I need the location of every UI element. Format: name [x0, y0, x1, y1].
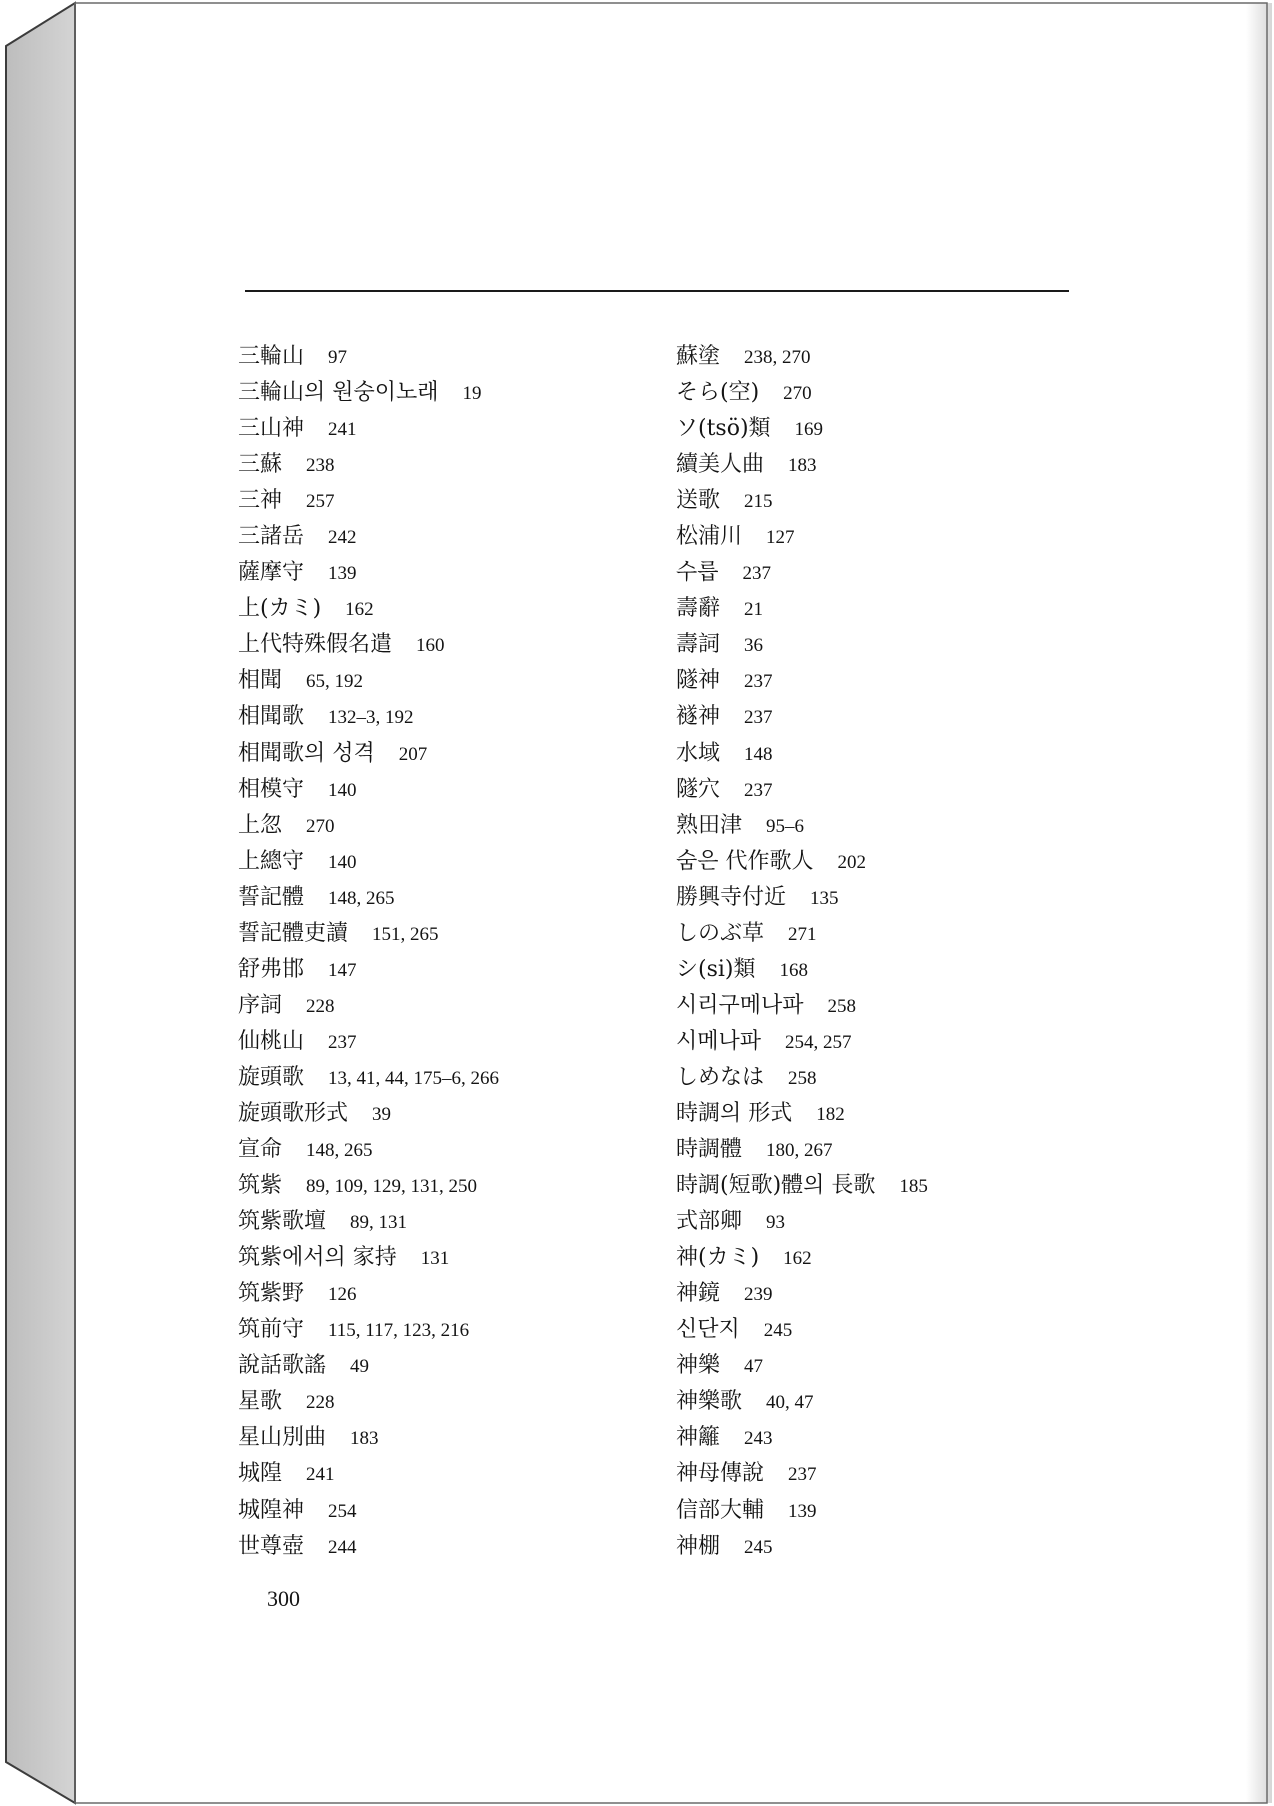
- index-pages: 185: [899, 1176, 928, 1198]
- index-entry: [238, 411, 499, 447]
- index-entry: [238, 483, 499, 519]
- index-term: 宣命: [238, 1137, 283, 1163]
- index-term: 三輪山의 원숭이노래: [238, 380, 439, 406]
- index-entry: [238, 1276, 499, 1312]
- index-entry: [676, 627, 928, 663]
- index-entry: [676, 447, 928, 483]
- index-pages: 89, 131: [350, 1212, 408, 1234]
- index-entry: [676, 952, 928, 988]
- index-pages: 238: [306, 455, 335, 477]
- index-pages: 160: [416, 635, 445, 657]
- index-term: 送歌: [676, 488, 721, 514]
- index-term: 神籬: [676, 1425, 721, 1451]
- index-entry: [238, 916, 499, 952]
- index-term: 수릅: [676, 560, 719, 586]
- index-pages: 162: [783, 1248, 812, 1270]
- index-term: 壽詞: [676, 632, 721, 658]
- index-column-right: [676, 339, 928, 1565]
- index-term: 筑紫에서의 家持: [238, 1245, 397, 1271]
- index-term: 신단지: [676, 1317, 740, 1343]
- index-entry: [676, 1493, 928, 1529]
- index-entry: [676, 808, 928, 844]
- index-entry: [238, 1168, 499, 1204]
- index-pages: 239: [744, 1284, 773, 1306]
- index-term: 上(カミ): [238, 596, 322, 622]
- index-entry: [238, 1420, 499, 1456]
- index-term: 世尊壺: [238, 1533, 305, 1559]
- index-pages: 65, 192: [306, 671, 364, 693]
- index-pages: 237: [328, 1031, 357, 1053]
- index-term: 水域: [676, 740, 721, 766]
- index-entry: [238, 1456, 499, 1492]
- index-pages: 147: [328, 959, 357, 981]
- index-entry: [676, 1240, 928, 1276]
- index-pages: 39: [372, 1103, 392, 1125]
- index-term: 三神: [238, 488, 283, 514]
- index-pages: 115, 117, 123, 216: [328, 1320, 470, 1342]
- index-term: 隧神: [676, 668, 721, 694]
- index-entry: [676, 1132, 928, 1168]
- index-entry: [238, 591, 499, 627]
- index-pages: 237: [788, 1464, 817, 1486]
- index-entry: [676, 1024, 928, 1060]
- index-pages: 135: [810, 887, 839, 909]
- index-entry: [676, 844, 928, 880]
- index-pages: 183: [788, 455, 817, 477]
- index-entry: [238, 880, 499, 916]
- index-entry: [238, 555, 499, 591]
- index-pages: 21: [744, 599, 764, 621]
- index-entry: [676, 1384, 928, 1420]
- index-pages: 182: [816, 1103, 845, 1125]
- index-entry: [676, 519, 928, 555]
- index-pages: 254, 257: [785, 1031, 852, 1053]
- index-term: 神母傳說: [676, 1461, 765, 1487]
- index-pages: 237: [744, 671, 773, 693]
- index-pages: 241: [306, 1464, 335, 1486]
- index-entry: [238, 1132, 499, 1168]
- index-entry: [676, 411, 928, 447]
- index-pages: 271: [788, 923, 817, 945]
- index-entry: [676, 1168, 928, 1204]
- index-term: 蘇塗: [676, 344, 721, 369]
- index-pages: 148, 265: [328, 887, 395, 909]
- index-entry: [676, 339, 928, 375]
- index-pages: 132–3, 192: [328, 707, 414, 729]
- index-entry: [676, 916, 928, 952]
- index-entry: [238, 627, 499, 663]
- index-term: 松浦川: [676, 524, 743, 550]
- index-entry: [676, 663, 928, 699]
- index-term: 筑紫歌壇: [238, 1209, 327, 1235]
- index-term: 上代特殊假名遣: [238, 632, 393, 658]
- index-entry: [676, 555, 928, 591]
- index-term: 筑紫野: [238, 1281, 305, 1307]
- index-pages: 245: [744, 1536, 773, 1558]
- index-pages: 258: [827, 995, 857, 1017]
- index-term: 薩摩守: [238, 560, 305, 586]
- index-term: 時調體: [676, 1137, 743, 1163]
- index-term: 仙桃山: [238, 1028, 305, 1054]
- index-pages: 127: [766, 527, 795, 549]
- index-entry: [676, 591, 928, 627]
- index-entry: [238, 699, 499, 735]
- index-term: 三蘇: [238, 452, 283, 478]
- index-entry: [238, 772, 499, 808]
- index-entry: [676, 736, 928, 772]
- index-pages: 228: [306, 995, 335, 1017]
- index-pages: 47: [744, 1356, 764, 1378]
- index-pages: 36: [744, 635, 764, 657]
- index-term: 星山別曲: [238, 1425, 327, 1451]
- index-entry: [238, 1312, 499, 1348]
- index-pages: 40, 47: [766, 1392, 814, 1414]
- index-term: 星歌: [238, 1389, 283, 1415]
- index-pages: 238, 270: [744, 347, 811, 368]
- index-pages: 97: [328, 347, 348, 368]
- index-term: しめなは: [676, 1064, 765, 1090]
- index-pages: 257: [306, 491, 335, 513]
- index-entry: [238, 988, 499, 1024]
- index-term: 熟田津: [676, 812, 743, 838]
- index-entry: [676, 1348, 928, 1384]
- index-term: 勝興寺付近: [676, 884, 787, 910]
- index-entry: [238, 1529, 499, 1565]
- index-entry: [238, 952, 499, 988]
- index-pages: 148: [744, 743, 773, 765]
- index-pages: 162: [345, 599, 374, 621]
- index-entry: [238, 1096, 499, 1132]
- index-entry: [238, 339, 499, 375]
- index-pages: 241: [328, 419, 357, 441]
- index-pages: 139: [328, 563, 357, 585]
- index-entry: [238, 663, 499, 699]
- index-term: 說話歌謠: [238, 1353, 327, 1379]
- index-pages: 254: [328, 1500, 357, 1522]
- index-term: 三輪山: [238, 344, 305, 369]
- page-number: 300: [267, 1586, 300, 1611]
- header-rule: [245, 290, 1069, 292]
- index-term: 上忽: [238, 812, 283, 838]
- index-term: 壽辭: [676, 596, 721, 622]
- index-entry: [238, 808, 499, 844]
- index-pages: 140: [328, 779, 357, 801]
- index-pages: 180, 267: [766, 1140, 833, 1162]
- index-term: 筑前守: [238, 1317, 305, 1343]
- index-pages: 148, 265: [306, 1140, 373, 1162]
- index-entry: [676, 1204, 928, 1240]
- index-entry: [676, 1420, 928, 1456]
- index-pages: 49: [350, 1356, 370, 1378]
- index-pages: 270: [783, 383, 812, 405]
- index-term: 시메나파: [676, 1028, 762, 1054]
- index-entry: [676, 1312, 928, 1348]
- index-term: 相聞歌의 성격: [238, 740, 375, 766]
- index-entry: [238, 1204, 499, 1240]
- index-term: 襚神: [676, 704, 721, 730]
- index-term: 숨은 代作歌人: [676, 848, 814, 874]
- index-term: 神(カミ): [676, 1245, 760, 1271]
- index-term: 誓記體: [238, 884, 305, 910]
- index-pages: 242: [328, 527, 357, 549]
- index-entry: [676, 483, 928, 519]
- index-pages: 202: [837, 851, 866, 873]
- index-term: 上總守: [238, 848, 305, 874]
- index-term: 隧穴: [676, 776, 721, 802]
- index-pages: 139: [788, 1500, 817, 1522]
- index-term: 城隍神: [238, 1497, 305, 1523]
- index-entry: [238, 1384, 499, 1420]
- index-pages: 140: [328, 851, 357, 873]
- index-entry: [238, 1060, 499, 1096]
- index-term: 三山神: [238, 416, 305, 442]
- index-term: 序詞: [238, 992, 283, 1018]
- index-entry: [676, 1276, 928, 1312]
- index-pages: 243: [744, 1428, 773, 1450]
- index-term: 時調의 形式: [676, 1100, 793, 1126]
- index-entry: [238, 375, 499, 411]
- index-entry: [676, 699, 928, 735]
- index-pages: 89, 109, 129, 131, 250: [306, 1176, 478, 1198]
- index-term: しのぶ草: [676, 920, 765, 946]
- index-pages: 131: [420, 1248, 450, 1270]
- index-entry: [238, 736, 499, 772]
- index-term: 式部卿: [676, 1209, 743, 1235]
- index-entry: [238, 519, 499, 555]
- index-term: 舒弗邯: [238, 956, 305, 982]
- index-pages: 93: [766, 1212, 786, 1234]
- index-pages: 228: [306, 1392, 335, 1414]
- index-pages: 237: [742, 563, 772, 585]
- index-pages: 237: [744, 707, 773, 729]
- index-term: 相聞歌: [238, 704, 305, 730]
- index-entry: [238, 844, 499, 880]
- index-term: 相聞: [238, 668, 283, 694]
- index-entry: [676, 1456, 928, 1492]
- index-entry: [238, 1348, 499, 1384]
- page-shadow: [1246, 3, 1272, 1803]
- index-term: 시리구메나파: [676, 992, 804, 1018]
- index-term: 神樂: [676, 1353, 721, 1379]
- index-entry: [238, 1493, 499, 1529]
- index-pages: 19: [462, 383, 482, 405]
- index-entry: [238, 1240, 499, 1276]
- book-spine: [6, 3, 75, 1803]
- index-term: シ(si)類: [676, 956, 756, 982]
- index-term: 相模守: [238, 776, 305, 802]
- index-pages: 237: [744, 779, 773, 801]
- index-term: 續美人曲: [676, 452, 765, 478]
- index-pages: 244: [328, 1536, 357, 1558]
- index-pages: 13, 41, 44, 175–6, 266: [328, 1067, 500, 1089]
- index-pages: 168: [779, 959, 808, 981]
- index-entry: [676, 1529, 928, 1565]
- index-pages: 95–6: [766, 815, 805, 837]
- index-term: 旋頭歌形式: [238, 1100, 349, 1126]
- index-pages: 151, 265: [372, 923, 439, 945]
- index-pages: 245: [763, 1320, 793, 1342]
- index-term: 旋頭歌: [238, 1064, 305, 1090]
- index-entry: [238, 1024, 499, 1060]
- index-term: 時調(短歌)體의 長歌: [676, 1173, 876, 1199]
- index-term: ソ(tsö)類: [676, 416, 771, 442]
- index-term: 三諸岳: [238, 524, 305, 550]
- index-pages: 126: [328, 1284, 357, 1306]
- index-entry: [676, 375, 928, 411]
- index-entry: [676, 988, 928, 1024]
- index-pages: 207: [398, 743, 428, 765]
- index-term: 筑紫: [238, 1173, 283, 1199]
- index-entry: [676, 772, 928, 808]
- index-pages: 215: [744, 491, 773, 513]
- index-term: 誓記體吏讀: [238, 920, 349, 946]
- index-term: 城隍: [238, 1461, 283, 1487]
- index-entry: [676, 1096, 928, 1132]
- index-column-left: [238, 339, 499, 1565]
- index-pages: 169: [794, 419, 824, 441]
- index-term: 神樂歌: [676, 1389, 743, 1415]
- index-entry: [238, 447, 499, 483]
- index-pages: 270: [306, 815, 335, 837]
- index-term: そら(空): [676, 380, 760, 406]
- index-term: 神棚: [676, 1533, 721, 1559]
- index-entry: [676, 1060, 928, 1096]
- index-term: 神鏡: [676, 1281, 721, 1307]
- index-term: 信部大輔: [676, 1497, 765, 1523]
- index-entry: [676, 880, 928, 916]
- index-pages: 258: [788, 1067, 817, 1089]
- index-pages: 183: [350, 1428, 379, 1450]
